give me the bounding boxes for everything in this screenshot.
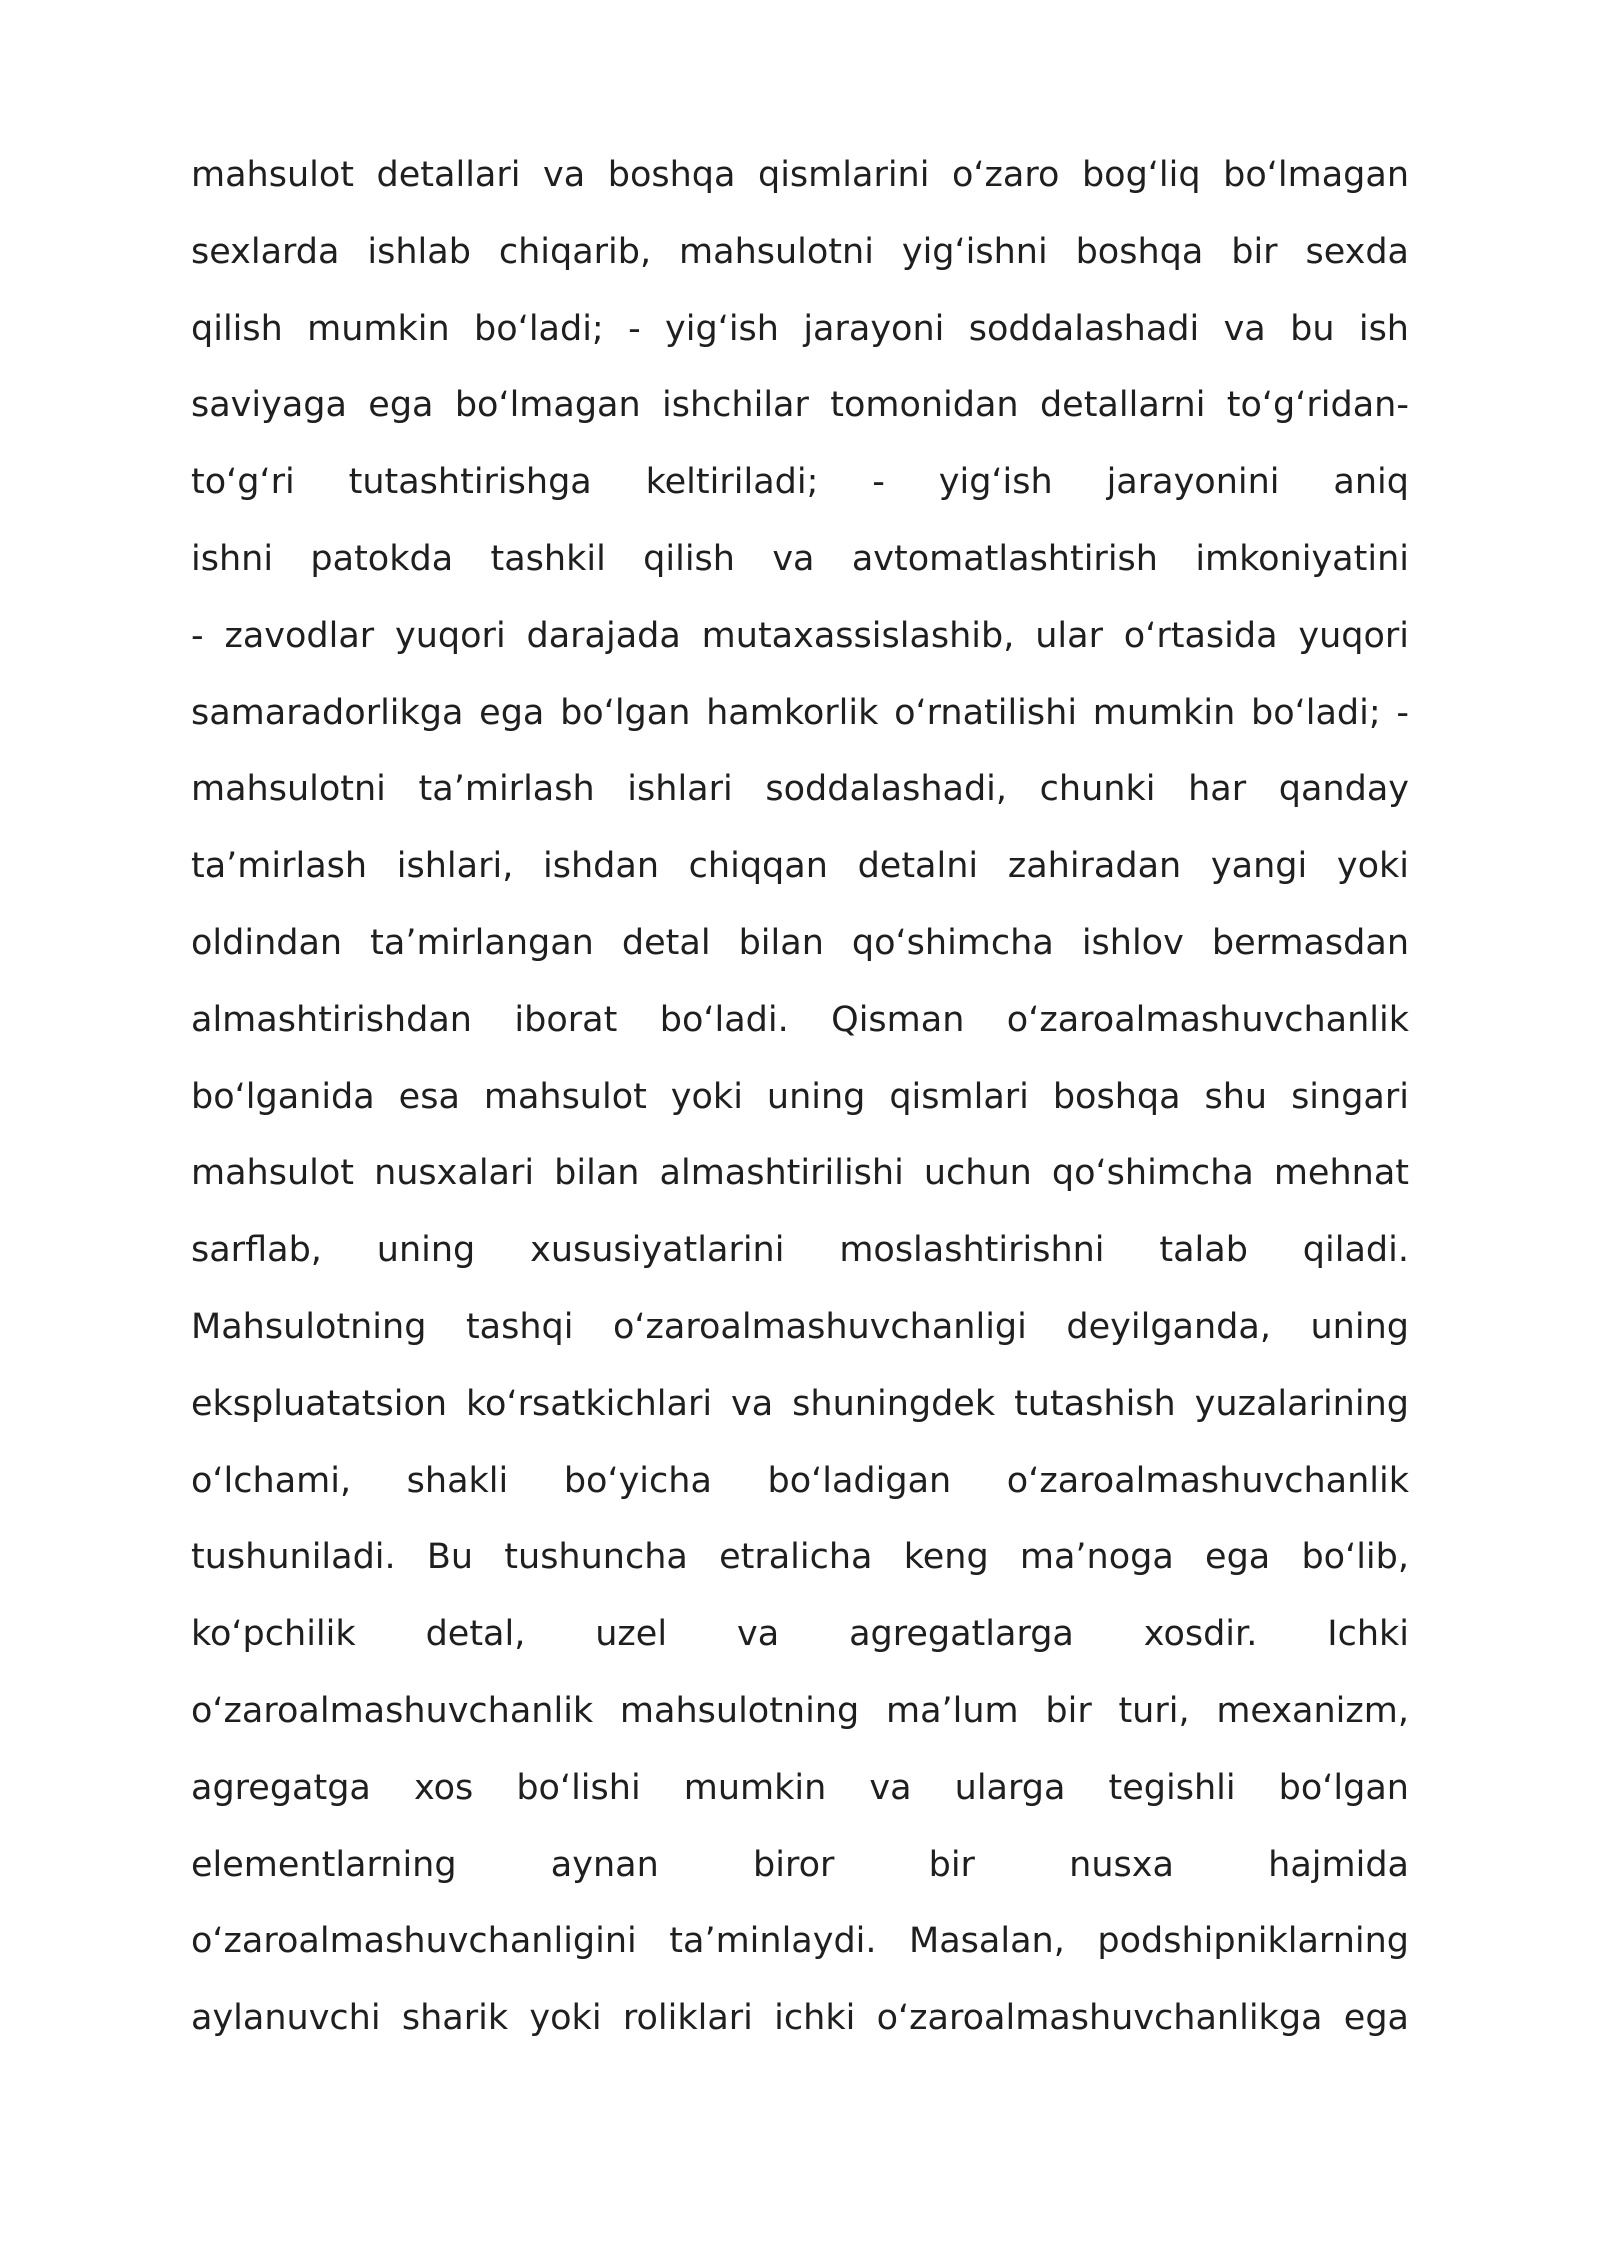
- text-line-18: oʻlchami, shakli boʻyicha boʻladigan oʻzaroalmashuvchanlik: [191, 1460, 1409, 1501]
- text-line-19: tushuniladi. Bu tushuncha etralicha keng maʼnoga ega boʻlib,: [191, 1537, 1409, 1578]
- text-line-2: sexlarda ishlab chiqarib, mahsulotni yigʻishni boshqa bir sexda: [191, 231, 1409, 272]
- text-line-7: - zavodlar yuqori darajada mutaxassislashib, ular oʻrtasida yuqori: [191, 615, 1409, 656]
- text-line-24: oʻzaroalmashuvchanligini taʼminlaydi. Masalan, podshipniklarning: [191, 1921, 1409, 1962]
- body-text: [191, 137, 1409, 2057]
- text-line-3: qilish mumkin boʻladi; - yigʻish jarayoni soddalashadi va bu ish: [191, 308, 1409, 349]
- text-line-5: toʻgʻri tutashtirishga keltiriladi; - yigʻish jarayonini aniq: [191, 462, 1409, 503]
- text-line-15: sarflab, uning xususiyatlarini moslashtirishni talab qiladi.: [191, 1230, 1409, 1271]
- text-line-14: mahsulot nusxalari bilan almashtirilishi uchun qoʻshimcha mehnat: [191, 1153, 1409, 1194]
- text-line-22: agregatga xos boʻlishi mumkin va ularga tegishli boʻlgan: [191, 1767, 1409, 1808]
- text-line-20: koʻpchilik detal, uzel va agregatlarga xosdir. Ichki: [191, 1614, 1409, 1655]
- text-line-17: ekspluatatsion koʻrsatkichlari va shuningdek tutashish yuzalarining: [191, 1383, 1409, 1424]
- text-line-10: taʼmirlash ishlari, ishdan chiqqan detalni zahiradan yangi yoki: [191, 846, 1409, 887]
- text-line-21: oʻzaroalmashuvchanlik mahsulotning maʼlum bir turi, mexanizm,: [191, 1690, 1409, 1731]
- text-line-6: ishni patokda tashkil qilish va avtomatlashtirish imkoniyatini: [191, 538, 1409, 579]
- text-line-4: saviyaga ega boʻlmagan ishchilar tomonidan detallarni toʻgʻridan-: [191, 385, 1409, 426]
- text-line-8: samaradorlikga ega boʻlgan hamkorlik oʻrnatilishi mumkin boʻladi; -: [191, 692, 1409, 733]
- text-line-11: oldindan taʼmirlangan detal bilan qoʻshimcha ishlov bermasdan: [191, 922, 1409, 963]
- text-line-1: mahsulot detallari va boshqa qismlarini oʻzaro bogʻliq boʻlmagan: [191, 155, 1409, 195]
- text-line-25: aylanuvchi sharik yoki roliklari ichki oʻzaroalmashuvchanlikga ega: [191, 1998, 1409, 2039]
- text-line-13: boʻlganida esa mahsulot yoki uning qismlari boshqa shu singari: [191, 1076, 1409, 1117]
- text-line-23: elementlarning aynan biror bir nusxa hajmida: [191, 1844, 1409, 1885]
- text-line-12: almashtirishdan iborat boʻladi. Qisman oʻzaroalmashuvchanlik: [191, 999, 1409, 1040]
- text-line-9: mahsulotni taʼmirlash ishlari soddalashadi, chunki har qanday: [191, 769, 1409, 810]
- text-line-16: Mahsulotning tashqi oʻzaroalmashuvchanligi deyilganda, uning: [191, 1306, 1409, 1347]
